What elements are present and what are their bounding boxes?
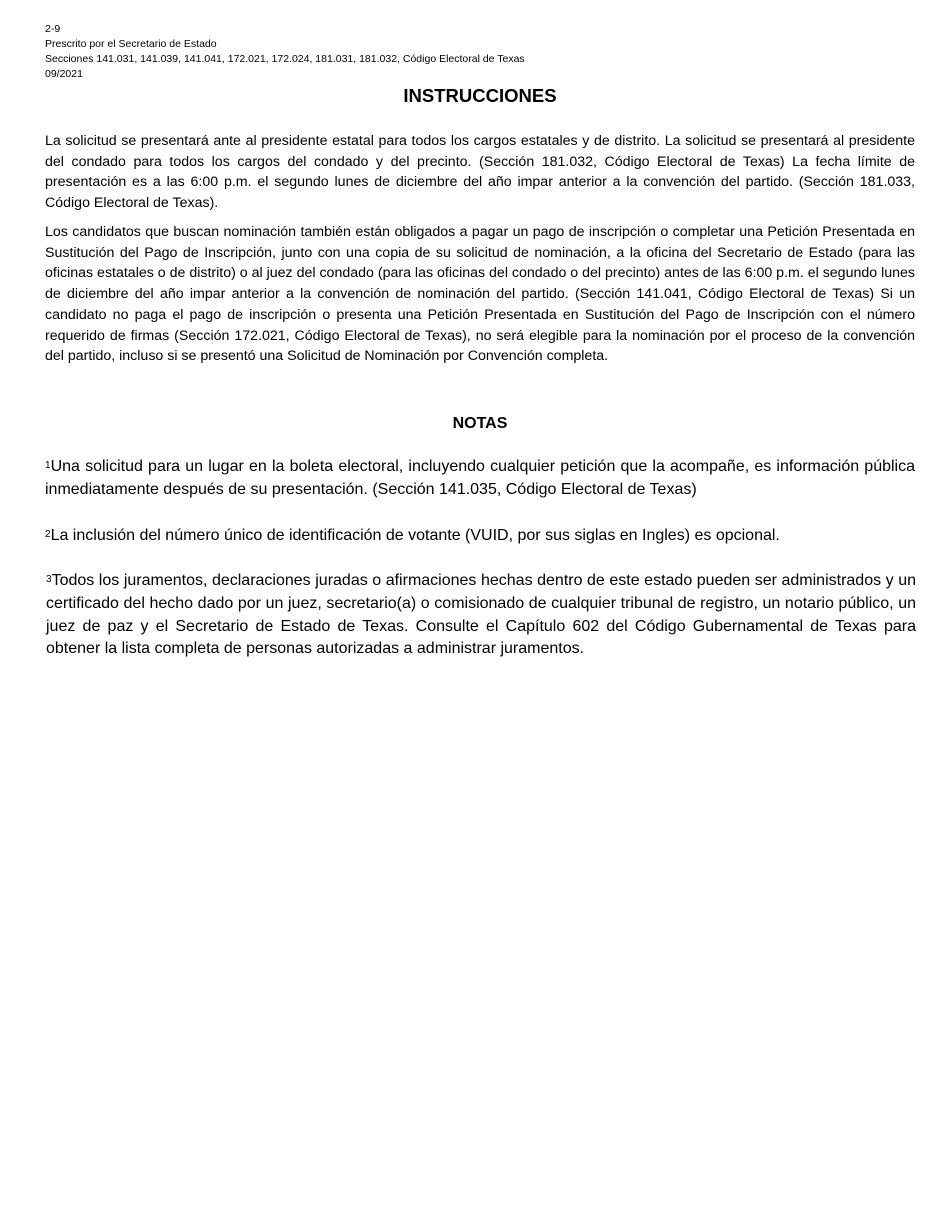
instructions-paragraph-1: La solicitud se presentará ante al presidente estatal para todos los cargos estatales y de distrito. La solicitud se presentará al presidente del condado para todos los cargos del condado y del precinto. (Sección 181.032, Código Electoral de Texas) La fecha límite de presentación es a las 6:00 p.m. el segundo lunes de diciembre del año impar anterior a la convención del partido. (Sección 181.033, Código Electoral de Texas). [45,133,915,212]
statute-sections: Secciones 141.031, 141.039, 141.041, 172.021, 172.024, 181.031, 181.032, Código Electoral de Texas [45,53,525,65]
note-1 [45,456,915,502]
form-number: 2-9 [45,23,61,35]
note-marker: 3 [46,574,52,585]
note-2 [45,525,915,548]
note-text: Una solicitud para un lugar en la boleta electoral, incluyendo cualquier petición que la acompañe, es información pública inmediatamente después de su presentación. (Sección 141.035, Código Electoral de Texas) [45,458,915,498]
note-text: La inclusión del número único de identificación de votante (VUID, por sus siglas en Ingles) es opcional. [50,527,780,544]
form-header [45,22,525,82]
instructions-title: INSTRUCCIONES [403,85,557,106]
note-marker: 1 [45,460,51,471]
note-marker: 2 [45,529,51,540]
prescribed-by: Prescrito por el Secretario de Estado [45,38,217,50]
form-date: 09/2021 [45,68,83,80]
instructions-paragraph-2: Los candidatos que buscan nominación también están obligados a pagar un pago de inscripción o completar una Petición Presentada en Sustitución del Pago de Inscripción, junto con una copia de su solicitud de nominación, a la oficina del Secretario de Estado (para las oficinas estatales o de distrito) o al juez del condado (para las oficinas del condado o del precinto) antes de las 6:00 p.m. el segundo lunes de diciembre del año impar anterior a la convención de nominación del partido. (Sección 141.041, Código Electoral de Texas) Si un candidato no paga el pago de inscripción o presenta una Petición Presentada en Sustitución del Pago de Inscripción con el número requerido de firmas (Sección 172.021, Código Electoral de Texas), no será elegible para la nominación por el proceso de la convención del partido, incluso si se presentó una Solicitud de Nominación por Convención completa. [45,224,915,365]
notes-title: NOTAS [452,415,508,432]
note-text: Todos los juramentos, declaraciones juradas o afirmaciones hechas dentro de este estado pueden ser administrados y un certificado del hecho dado por un juez, secretario(a) o comisionado de cualquier tribunal de registro, un notario público, un juez de paz y el Secretario de Estado de Texas. Consulte el Capítulo 602 del Código Gubernamental de Texas para obtener la lista completa de personas autorizadas a administrar juramentos. [46,572,916,658]
note-3 [46,570,916,661]
